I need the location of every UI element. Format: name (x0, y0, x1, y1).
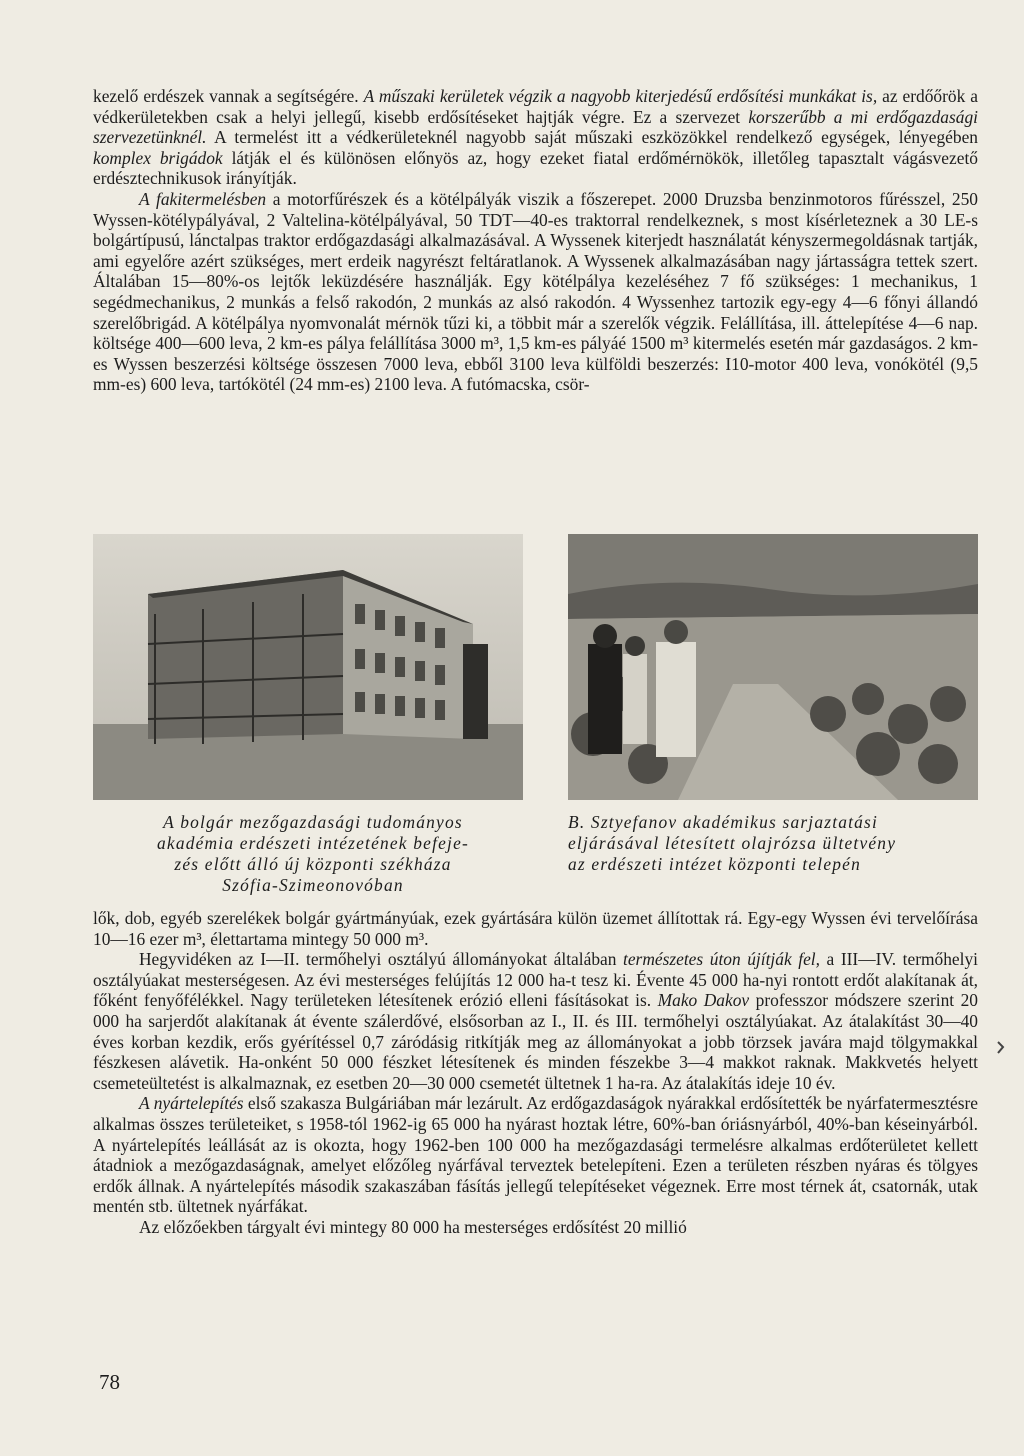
body-text-bottom (93, 908, 978, 1238)
body-text-top (93, 86, 978, 395)
paragraph: A fakitermelésben a motorfűrészek és a kötélpályák viszik a főszerepet. 2000 Druzsba benzinmotoros fűrésszel, 250 Wyssen-kötélypályával, 2 Valtelina-kötélpályával, 50 TDT—40-es traktorral rendelkeznek, s most kísérleteznek a 30 LE-s bolgártípusú, lánctalpas traktor erdőgazdasági alkalmazásával. A Wyssenek kiterjedt használatát kényszermegoldásnak tartják, ami egyelőre azért szükséges, mert erdeik nagyrészt feltáratlanok. A Wyssenek alkalmazásában nagy jártasságra tettek szert. Általában 15—80%-os lejtők leküzdésére használják. Egy kötélpálya kezeléséhez 7 fő szükséges: 1 mechanikus, 1 segédmechanikus, 2 munkás a felső rakodón, 2 munkás az alsó rakodón. 4 Wyssenhez tartozik egy-egy 4—6 főnyi állandó szerelőbrigád. A kötélpálya nyomvonalát mérnök tűzi ki, a többit már a szerelők végzik. Felállítása, ill. áttelepítése 4—6 nap. költsége 400—600 leva, 2 km-es pálya felállítása 3000 m³, 1,5 km-es pályáé 1500 m³ kitermelés esetén már gazdaságos. 2 km-es Wyssen beszerzési költsége összesen 7000 leva, ebből 3100 leva külföldi beszerzés: I10-motor 400 leva, vonókötél (9,5 mm-es) 600 leva, tartókötél (24 mm-es) 2100 leva. A futómacska, csör- (93, 188, 978, 395)
paragraph: lők, dob, egyéb szerelékek bolgár gyártmányúak, ezek gyártására külön üzemet állítottak rá. Egy-egy Wyssen évi tervelőírása 10—16 ezer m³, élettartama mintegy 50 000 m³. (93, 908, 978, 949)
page-number: 78 (99, 1370, 120, 1394)
paragraph: Hegyvidéken az I—II. termőhelyi osztályú állományokat általában természetes úton újítják fel, a III—IV. termőhelyi osztályúakat mesterségesen. Az évi mesterséges felújítás 12 000 ha-t tesz ki. Évente 45 000 ha-nyi rontott erdőt alakítanak át, főként fenyőfélékkel. Nagy területeken létesítenek erózió elleni fásításokat is. Mako Dakov professzor módszere szerint 20 000 ha sarjerdőt alakítanak át évente szálerdővé, elsősorban az I., II. és III. termőhelyi osztályúakat. Az átalakítást 30—40 éves korban kezdik, erős gyérítéssel 0,7 záródásig ritkítják meg az állományokat a jobb törzsek javára majd tölgymakkal fészkesen alávetik. Ha-onként 50 000 fészket létesítenek és minden fészekbe 3—4 makkot raknak. Makkvetés helyett csemeteültetést is alkalmaznak, ez esetben 20—30 000 csemetét ültetnek 1 ha-ra. Az átalakítás ideje 10 év. (93, 949, 978, 1093)
margin-mark-icon (996, 1040, 1010, 1056)
paragraph: Az előzőekben tárgyalt évi mintegy 80 000 ha mesterséges erdősítést 20 millió (139, 1216, 687, 1237)
paragraph: kezelő erdészek vannak a segítségére. A műszaki kerületek végzik a nagyobb kiterjedésű erdősítési munkákat is, az erdőőrök a védkerületekben csak a helyi jellegű, kisebb erdősítéseket hajtják végre. Ez a szervezet korszerűbb a mi erdőgazdasági szervezetünknél. A termelést itt a védkerületeknél nagyobb saját műszaki eszközökkel rendelkező egységek, lényegében komplex brigádok látják el és különösen előnyös az, hogy ezeket fiatal erdőmérnökök, illetőleg tapasztalt vágásvezető erdésztechnikusok irányítják. (93, 86, 978, 189)
paragraph: A nyártelepítés első szakasza Bulgáriában már lezárult. Az erdőgazdaságok nyárakkal erdősítették be nyárfatermesztésre alkalmas összes területeiket, s 1958-tól 1962-ig 65 000 ha nyárast hoztak létre, 60%-ban óriásnyárból, 40%-ban késeinyárból. A nyártelepítés leállását az is okozta, hogy 1962-ben 100 000 ha mezőgazdasági termelésre alkalmas erdőterületet kellett átadniok a mezőgazdaságnak, amelyet előzőleg nyárfával terveztek betelepíteni. Ezen a területen részben nyáras és tölgyes erdők állnak. A nyártelepítés második szakaszában fásítás jellegű telepítéseket végeznek. Erre most térnek át, csatornák, utak mentén stb. ültetnek nyárfákat. (93, 1093, 978, 1217)
figure-caption-left: A bolgár mezőgazdasági tudományos akadémia erdészeti intézetének befeje- zés előtt álló új központi székháza Szófia-Szimeonovóban (157, 812, 469, 895)
rose-plantation-photo (568, 534, 978, 800)
building-photo (93, 534, 523, 800)
figure-caption-right: B. Sztyefanov akadémikus sarjaztatási eljárásával létesített olajrózsa ültetvény az erdészeti intézet központi telepén (568, 812, 897, 874)
